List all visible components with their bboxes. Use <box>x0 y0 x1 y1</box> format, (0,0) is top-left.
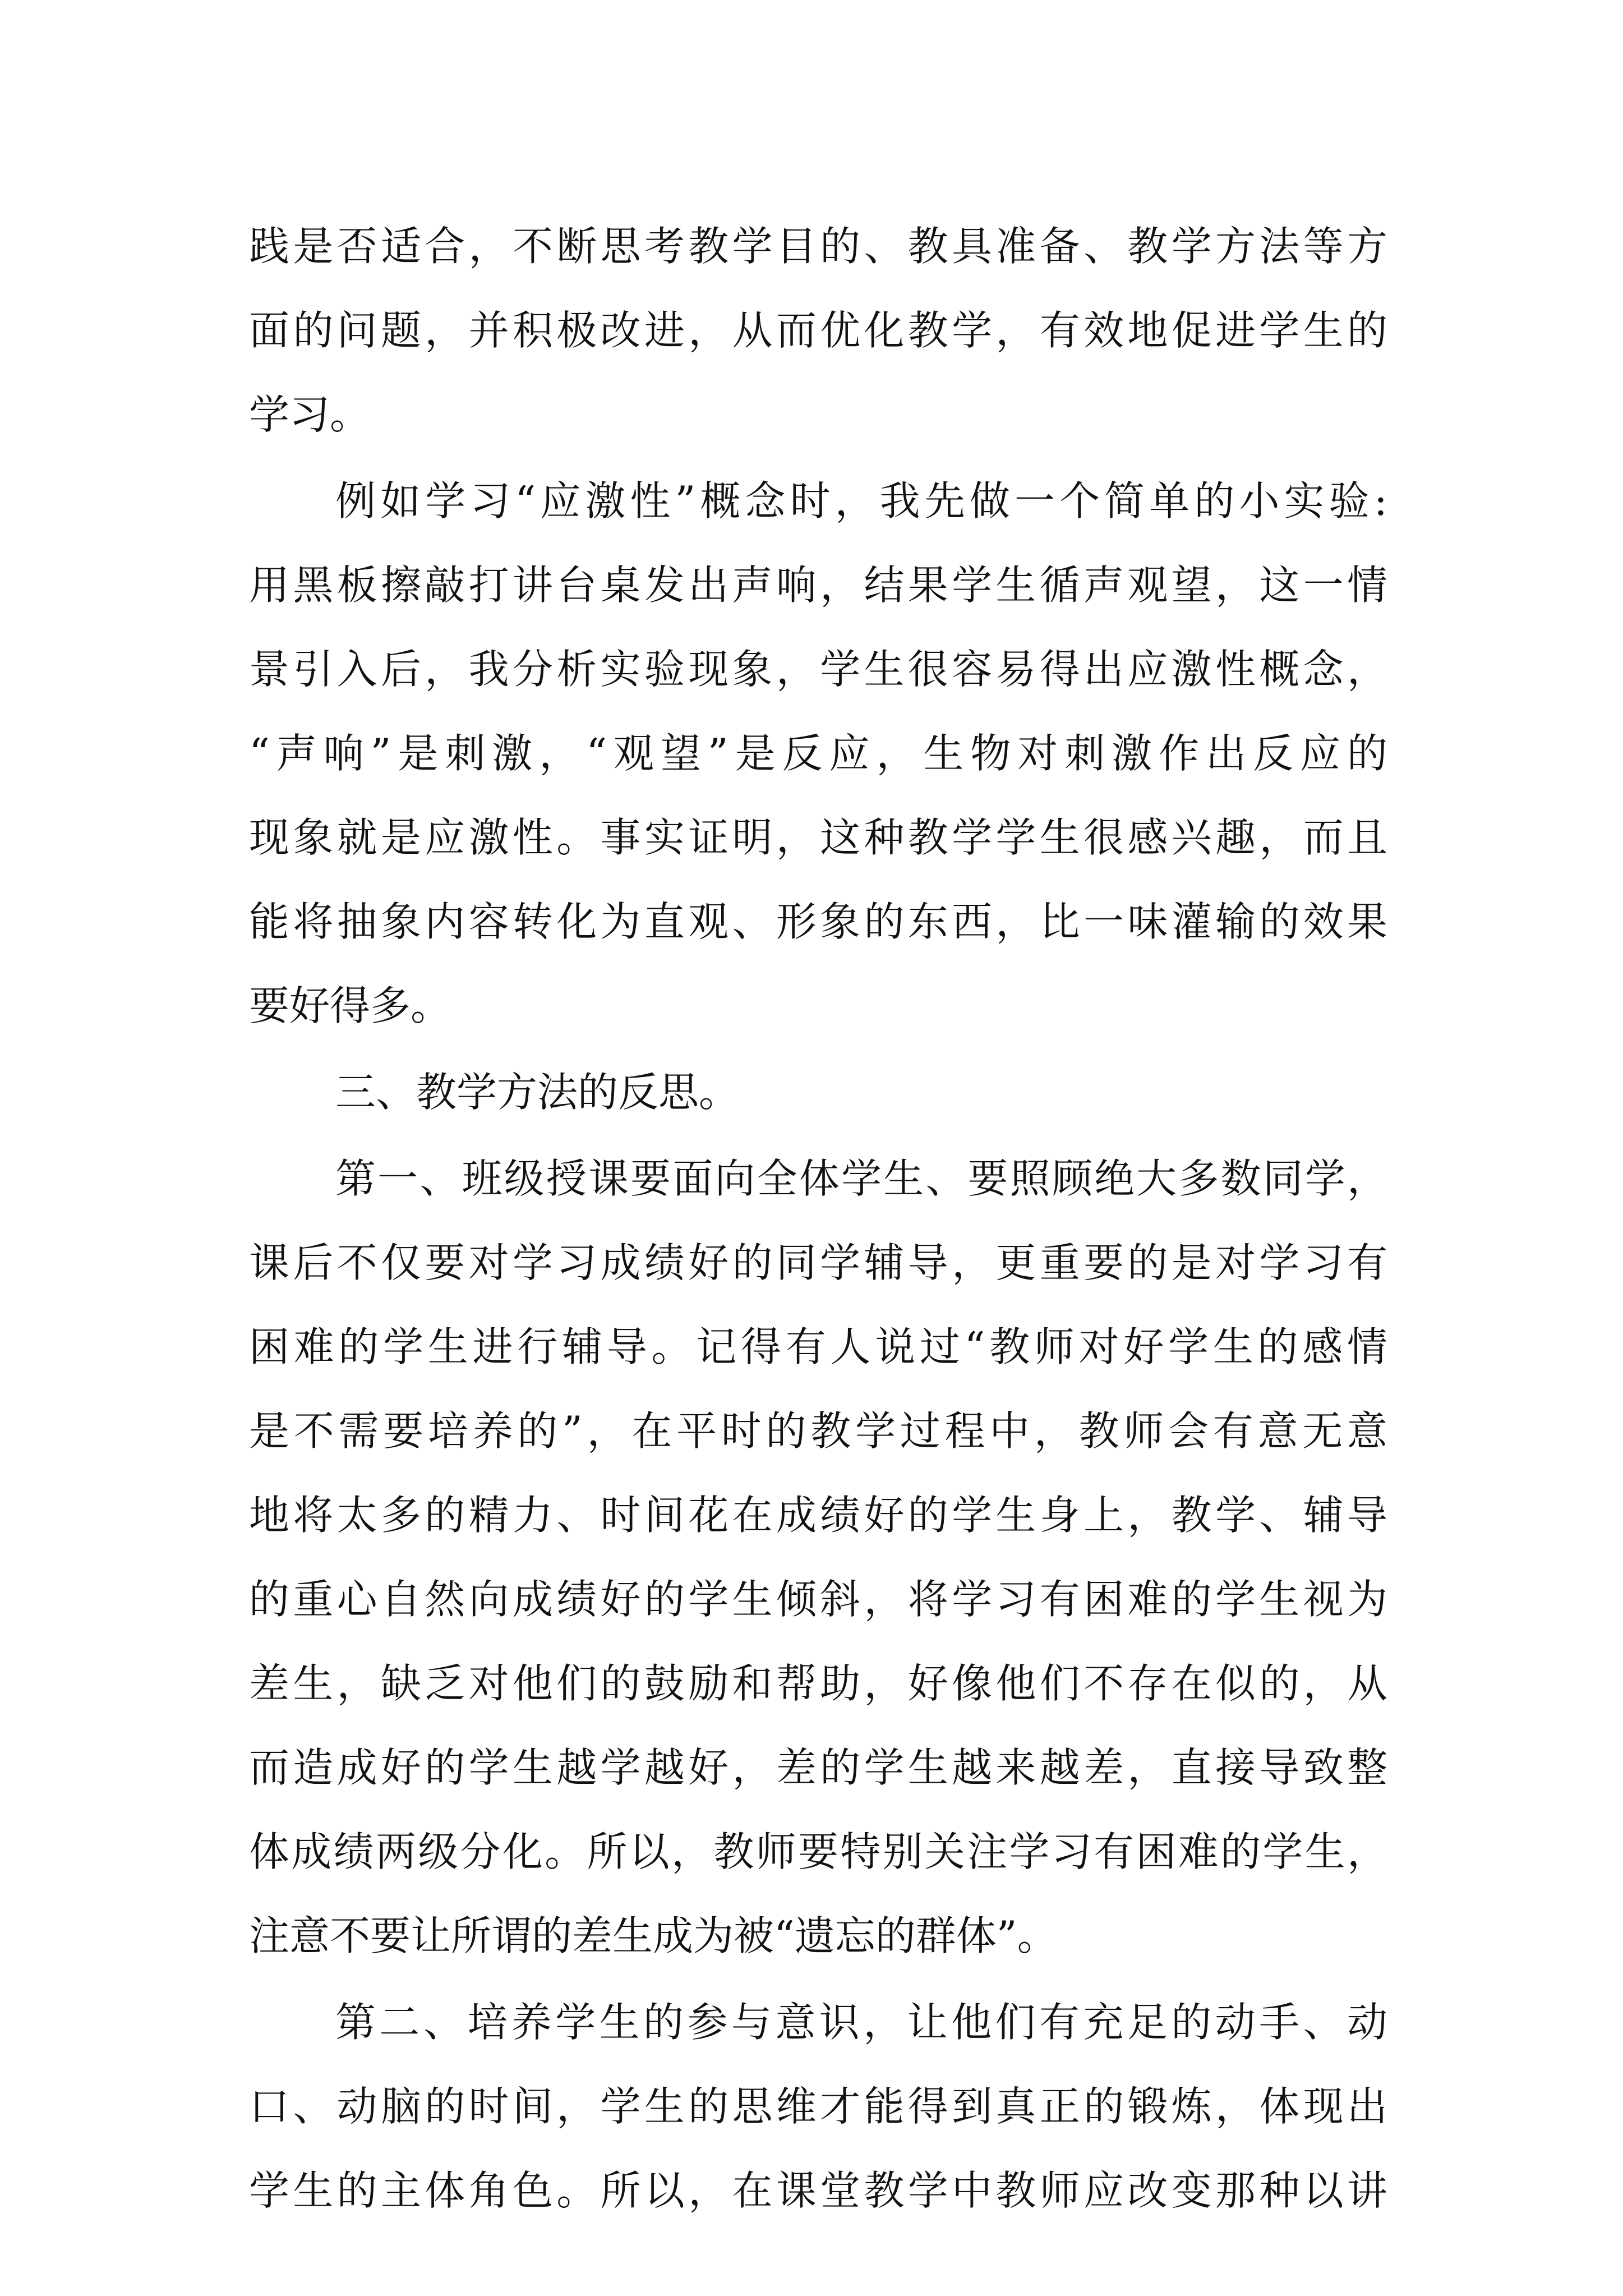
text-line: 能将抽象内容转化为直观、形象的东西，比一味灌输的效果 <box>249 898 1387 945</box>
text-line: 体成绩两级分化。所以，教师要特别关注学习有困难的学生， <box>249 1828 1387 1875</box>
paragraph-first-line: 例如学习“应激性”概念时，我先做一个简单的小实验: <box>335 477 1387 524</box>
text-line: 注意不要让所谓的差生成为被“遗忘的群体”。 <box>249 1912 1058 1959</box>
text-line: 的重心自然向成绩好的学生倾斜，将学习有困难的学生视为 <box>249 1576 1387 1623</box>
paragraph-first-line: 第二、培养学生的参与意识，让他们有充足的动手、动 <box>335 1999 1387 2046</box>
section-heading: 三、教学方法的反思。 <box>335 1069 740 1116</box>
text-line: 而造成好的学生越学越好，差的学生越来越差，直接导致整 <box>249 1744 1387 1791</box>
text-line: 学习。 <box>249 391 371 438</box>
text-line: 地将太多的精力、时间花在成绩好的学生身上，教学、辅导 <box>249 1492 1387 1539</box>
text-line: 用黑板擦敲打讲台桌发出声响，结果学生循声观望，这一情 <box>249 562 1387 609</box>
text-line: “声响”是刺激，“观望”是反应，生物对刺激作出反应的 <box>249 730 1387 777</box>
text-line: 景引入后，我分析实验现象，学生很容易得出应激性概念， <box>249 646 1387 693</box>
text-line: 学生的主体角色。所以，在课堂教学中教师应改变那种以讲 <box>249 2167 1387 2214</box>
text-line: 践是否适合，不断思考教学目的、教具准备、教学方法等方 <box>249 223 1387 270</box>
text-line: 困难的学生进行辅导。记得有人说过“教师对好学生的感情 <box>249 1323 1387 1370</box>
text-line: 面的问题，并积极改进，从而优化教学，有效地促进学生的 <box>249 307 1387 354</box>
text-line: 差生，缺乏对他们的鼓励和帮助，好像他们不存在似的，从 <box>249 1660 1387 1707</box>
text-line: 口、动脑的时间，学生的思维才能得到真正的锻炼，体现出 <box>249 2083 1387 2130</box>
text-line: 是不需要培养的”，在平时的教学过程中，教师会有意无意 <box>249 1407 1387 1455</box>
text-line: 要好得多。 <box>249 982 451 1029</box>
text-line: 现象就是应激性。事实证明，这种教学学生很感兴趣，而且 <box>249 814 1387 861</box>
paragraph-first-line: 第一、班级授课要面向全体学生、要照顾绝大多数同学， <box>335 1155 1387 1202</box>
text-line: 课后不仅要对学习成绩好的同学辅导，更重要的是对学习有 <box>249 1239 1387 1286</box>
